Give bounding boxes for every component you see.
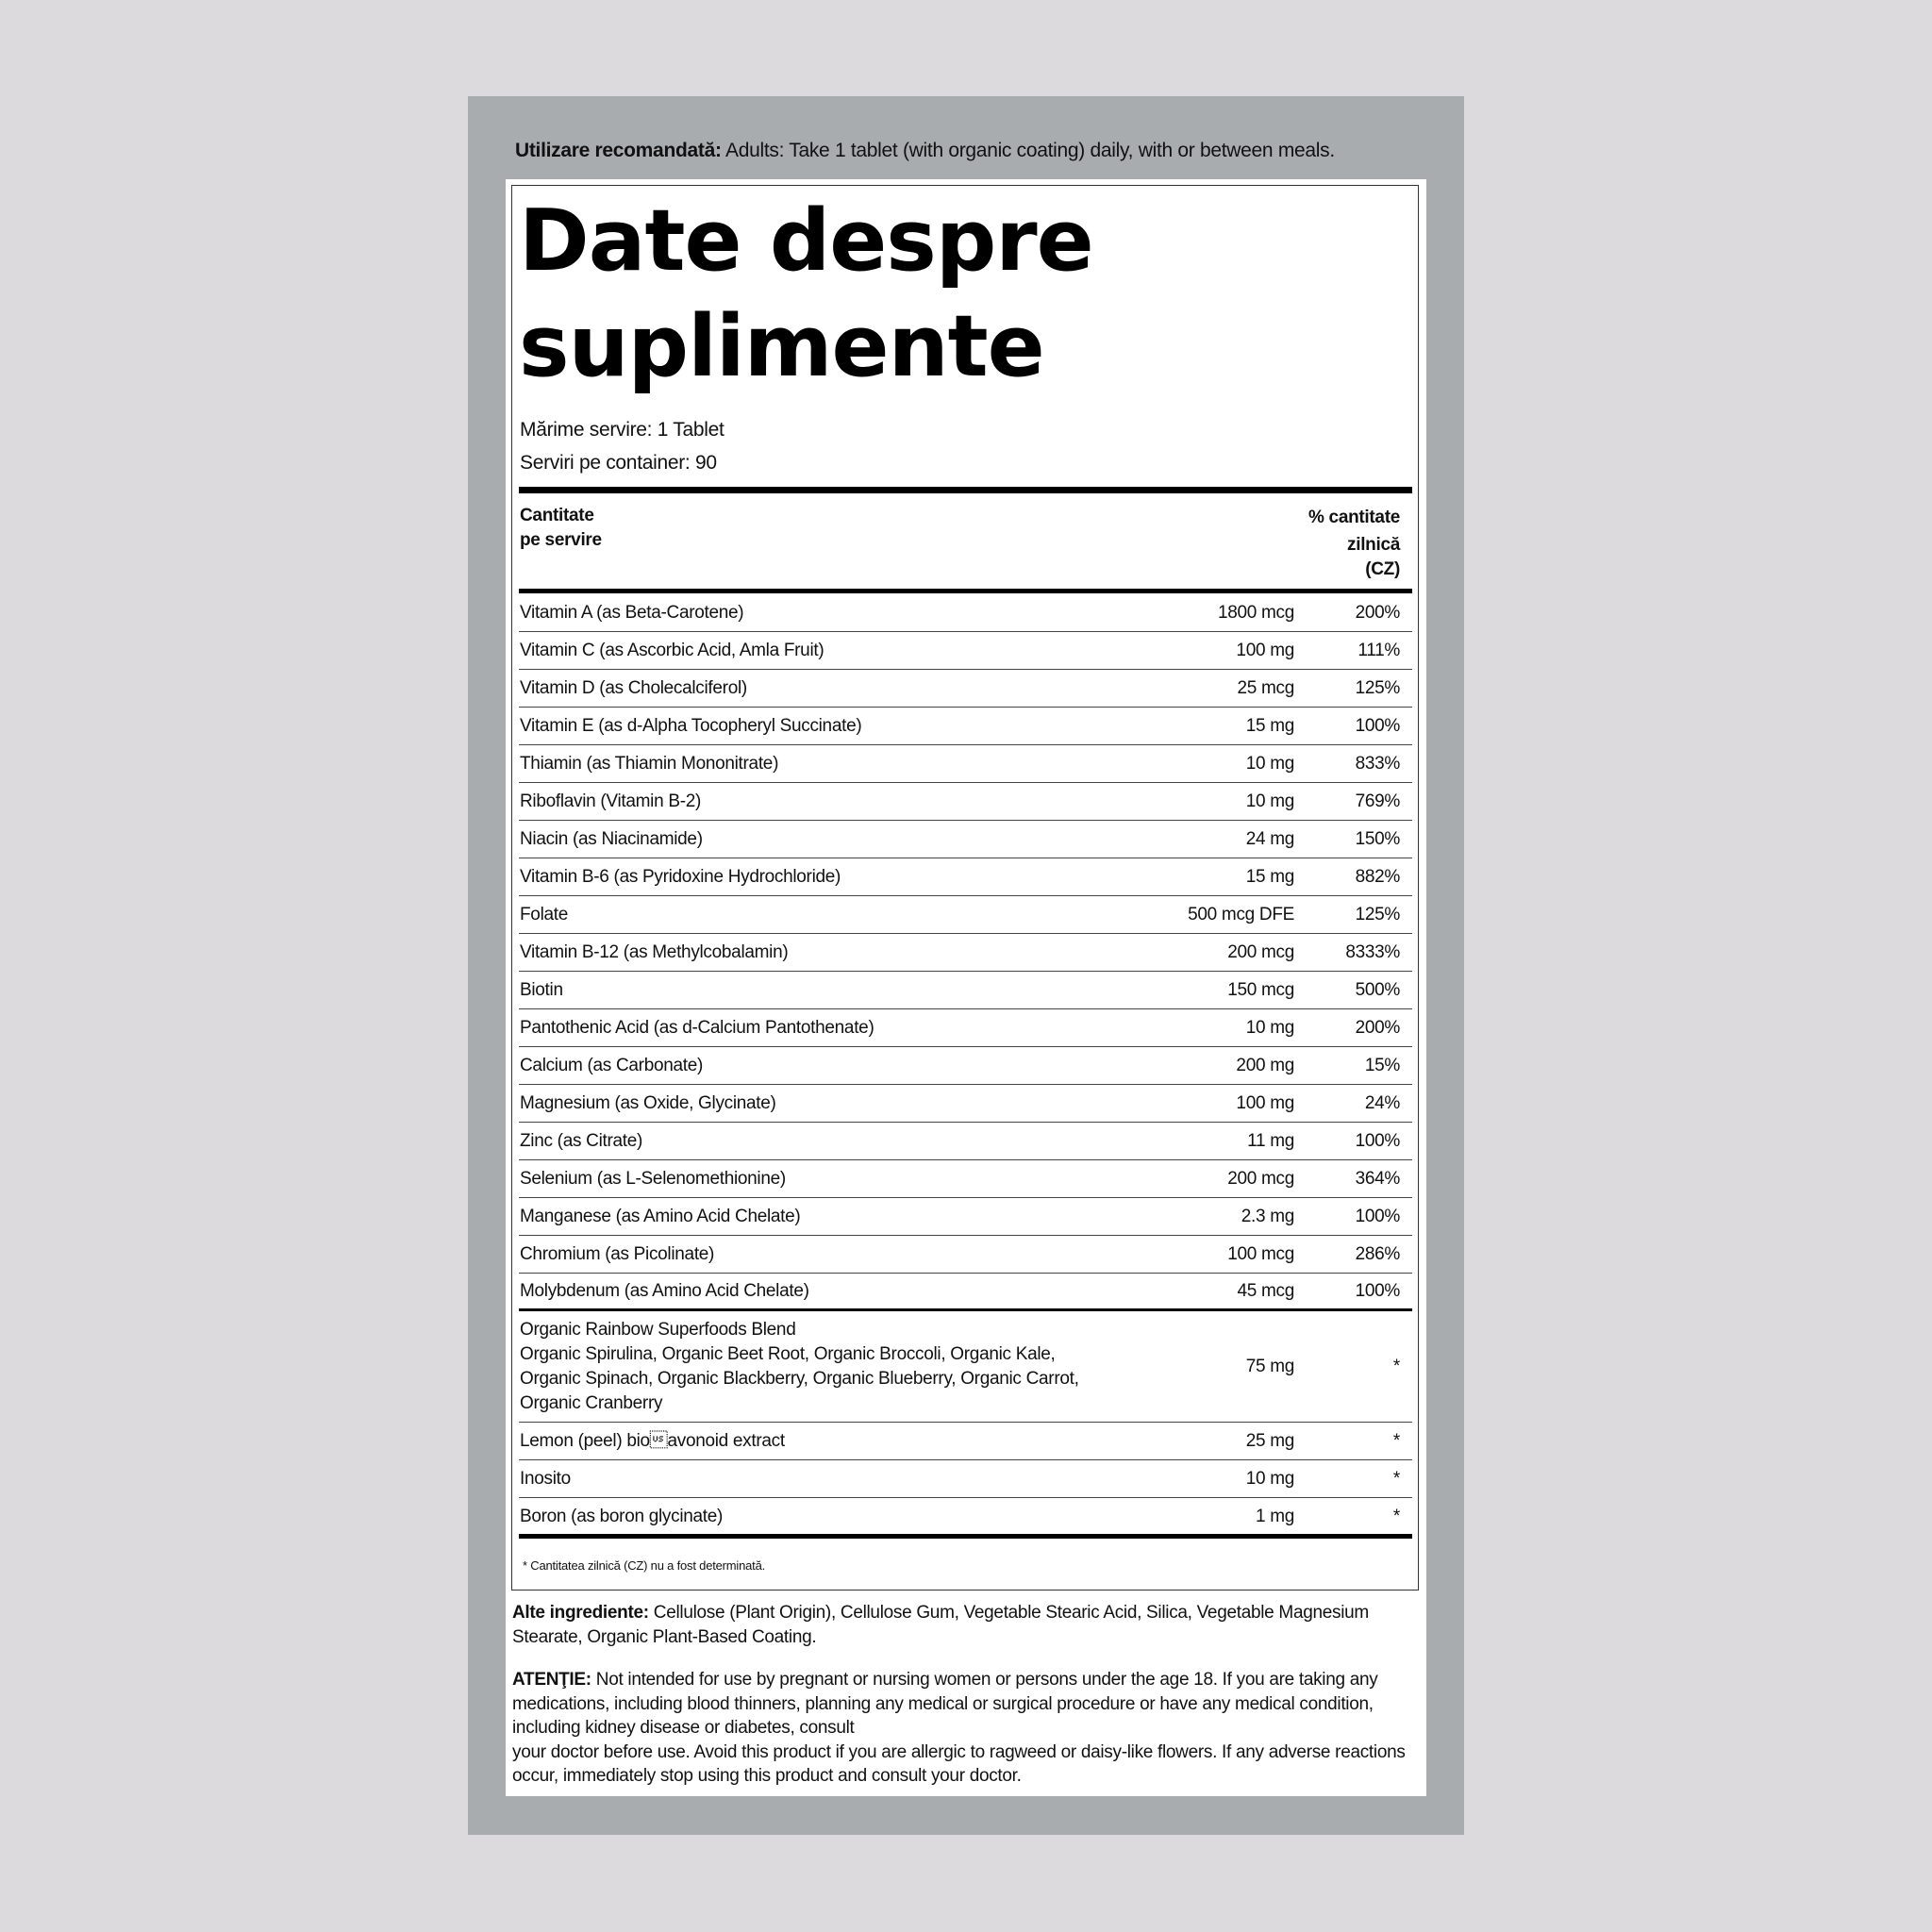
nutrient-name: Niacin (as Niacinamide) bbox=[520, 828, 703, 849]
nutrient-daily-value: 125% bbox=[1355, 904, 1400, 924]
nutrient-name: Selenium (as L-Selenomethionine) bbox=[520, 1168, 786, 1189]
nutrient-name: Calcium (as Carbonate) bbox=[520, 1055, 704, 1075]
table-row bbox=[519, 1123, 1412, 1160]
header-divider-bottom bbox=[519, 589, 1412, 593]
nutrient-amount: 24 mg bbox=[1245, 828, 1294, 849]
nutrient-daily-value: * bbox=[1392, 1430, 1400, 1451]
nutrient-amount: 1 mg bbox=[1255, 1507, 1294, 1526]
nutrient-amount: 100 mg bbox=[1236, 640, 1294, 660]
nutrient-daily-value: 200% bbox=[1355, 1017, 1400, 1038]
nutrient-name: Biotin bbox=[520, 979, 563, 1000]
table-row bbox=[519, 632, 1412, 670]
nutrient-name: Vitamin B-6 (as Pyridoxine Hydrochloride) bbox=[520, 866, 841, 887]
supplement-facts-title bbox=[519, 189, 1368, 400]
nutrient-amount: 200 mg bbox=[1236, 1055, 1294, 1075]
nutrient-daily-value: 769% bbox=[1355, 791, 1400, 811]
nutrient-daily-value: 833% bbox=[1355, 753, 1400, 774]
amount-header-line-1: Cantitate bbox=[520, 506, 594, 525]
nutrient-amount: 25 mg bbox=[1245, 1430, 1294, 1451]
nutrient-daily-value: 150% bbox=[1355, 828, 1400, 849]
nutrient-name: Boron (as boron glycinate) bbox=[520, 1507, 724, 1526]
nutrient-daily-value: 200% bbox=[1355, 602, 1400, 623]
nutrient-amount: 1800 mcg bbox=[1217, 602, 1294, 623]
daily-value-header bbox=[1255, 504, 1400, 583]
nutrient-amount: 15 mg bbox=[1245, 715, 1294, 736]
nutrient-name: Pantothenic Acid (as d-Calcium Pantothenate) bbox=[520, 1017, 874, 1038]
table-row bbox=[519, 896, 1412, 934]
nutrient-amount: 2.3 mg bbox=[1241, 1206, 1294, 1226]
nutrient-amount: 45 mcg bbox=[1237, 1280, 1294, 1301]
nutrient-name: Vitamin B-12 (as Methylcobalamin) bbox=[520, 941, 789, 962]
nutrient-amount: 10 mg bbox=[1245, 791, 1294, 811]
table-row bbox=[519, 1160, 1412, 1198]
nutrient-amount: 11 mg bbox=[1247, 1130, 1294, 1151]
header-divider-top bbox=[519, 487, 1412, 493]
other-ingredients-label: Alte ingrediente: bbox=[512, 1603, 649, 1623]
nutrient-amount: 100 mg bbox=[1236, 1092, 1294, 1113]
nutrient-name: Organic Rainbow Superfoods Blend Organic Spirulina, Organic Beet Root, Organic Broccoli, Organic Kale, Organic Spinach, Organic Blackberry, Organic Blueberry, Organic Carrot, Organic Cranberry bbox=[520, 1319, 1079, 1413]
nutrient-daily-value: 125% bbox=[1355, 677, 1400, 698]
dv-header-line-3: (CZ) bbox=[1365, 559, 1400, 579]
nutrient-amount: 10 mg bbox=[1245, 1468, 1294, 1489]
table-row bbox=[519, 821, 1412, 858]
recommended-use bbox=[515, 138, 1458, 164]
nutrient-daily-value: 364% bbox=[1355, 1168, 1400, 1189]
nutrient-name: Magnesium (as Oxide, Glycinate) bbox=[520, 1092, 776, 1113]
nutrient-amount: 200 mcg bbox=[1227, 941, 1294, 962]
other-ingredients-text: Cellulose (Plant Origin), Cellulose Gum, Vegetable Stearic Acid, Silica, Vegetable Magnesium Stearate, Organic Plant-Based Coating. bbox=[512, 1603, 1369, 1647]
nutrient-name: Zinc (as Citrate) bbox=[520, 1130, 643, 1151]
title-line-2: suplimente bbox=[519, 297, 1044, 396]
nutrient-name: Molybdenum (as Amino Acid Chelate) bbox=[520, 1280, 809, 1301]
table-row bbox=[519, 1085, 1412, 1123]
dv-header-line-2: zilnică bbox=[1347, 535, 1400, 555]
table-row bbox=[519, 1009, 1412, 1047]
nutrient-daily-value: 24% bbox=[1364, 1092, 1400, 1113]
recommended-use-label: Utilizare recomandată: bbox=[515, 140, 722, 161]
table-row bbox=[519, 1460, 1412, 1498]
nutrient-name: Vitamin C (as Ascorbic Acid, Amla Fruit) bbox=[520, 640, 824, 660]
nutrient-amount: 15 mg bbox=[1245, 866, 1294, 887]
nutrient-daily-value: 882% bbox=[1355, 866, 1400, 887]
table-row bbox=[519, 972, 1412, 1009]
nutrient-amount: 150 mcg bbox=[1227, 979, 1294, 1000]
nutrient-daily-value: 500% bbox=[1355, 979, 1400, 1000]
warning-paragraph-2: your doctor before use. Avoid this product if you are allergic to ragweed or daisy-like flowers. If any adverse reactions occur, immediately stop using this product and consult your doctor. bbox=[512, 1741, 1406, 1786]
table-bottom-divider bbox=[519, 1534, 1412, 1539]
nutrient-name: Thiamin (as Thiamin Mononitrate) bbox=[520, 753, 779, 774]
warning-paragraph-1 bbox=[512, 1668, 1418, 1740]
table-row bbox=[519, 594, 1412, 632]
table-row bbox=[519, 934, 1412, 972]
nutrient-amount: 75 mg bbox=[1245, 1356, 1294, 1376]
nutrient-amount: 10 mg bbox=[1245, 753, 1294, 774]
table-row bbox=[519, 708, 1412, 745]
nutrient-daily-value: 100% bbox=[1355, 1206, 1400, 1226]
nutrient-daily-value: * bbox=[1392, 1507, 1400, 1526]
nutrient-name: Lemon (peel) bio avonoid extract bbox=[520, 1430, 785, 1451]
nutrient-daily-value: 8333% bbox=[1345, 941, 1400, 962]
nutrient-daily-value: 286% bbox=[1355, 1243, 1400, 1264]
nutrient-name: Chromium (as Picolinate) bbox=[520, 1243, 715, 1264]
recommended-use-text: Adults: Take 1 tablet (with organic coating) daily, with or between meals. bbox=[721, 140, 1335, 161]
table-row bbox=[519, 670, 1412, 708]
nutrient-name: Inosito bbox=[520, 1468, 571, 1489]
table-row bbox=[519, 858, 1412, 896]
warning-label: ATENŢIE: bbox=[512, 1670, 591, 1690]
dv-header-line-1: % cantitate bbox=[1307, 508, 1400, 527]
nutrient-name: Folate bbox=[520, 904, 569, 924]
nutrient-table bbox=[519, 594, 1412, 1536]
nutrient-name: Vitamin A (as Beta-Carotene) bbox=[520, 602, 744, 623]
nutrient-name: Manganese (as Amino Acid Chelate) bbox=[520, 1206, 801, 1226]
table-row bbox=[519, 1311, 1412, 1423]
nutrient-daily-value: * bbox=[1392, 1468, 1400, 1489]
amount-per-serving-header bbox=[520, 504, 602, 553]
nutrient-amount: 200 mcg bbox=[1227, 1168, 1294, 1189]
nutrient-name: Riboflavin (Vitamin B-2) bbox=[520, 791, 702, 811]
nutrient-daily-value: 100% bbox=[1355, 715, 1400, 736]
amount-header-line-2: pe servire bbox=[520, 530, 602, 550]
table-row bbox=[519, 1236, 1412, 1274]
warning bbox=[512, 1668, 1418, 1789]
nutrient-daily-value: 100% bbox=[1355, 1130, 1400, 1151]
title-line-1: Date despre bbox=[519, 192, 1093, 291]
nutrient-name: Vitamin E (as d-Alpha Tocopheryl Succinate) bbox=[520, 715, 862, 736]
table-row bbox=[519, 1498, 1412, 1536]
nutrient-amount: 10 mg bbox=[1245, 1017, 1294, 1038]
nutrient-name: Vitamin D (as Cholecalciferol) bbox=[520, 677, 747, 698]
servings-per-container: Serviri pe container: 90 bbox=[520, 452, 717, 474]
other-ingredients bbox=[512, 1601, 1418, 1650]
table-row bbox=[519, 783, 1412, 821]
serving-size: Mărime servire: 1 Tablet bbox=[520, 419, 724, 441]
nutrient-daily-value: 100% bbox=[1355, 1280, 1400, 1301]
nutrient-amount: 25 mcg bbox=[1237, 677, 1294, 698]
warning-text-1: Not intended for use by pregnant or nursing women or persons under the age 18. If you are taking any medications, including blood thinners, planning any medical or surgical procedure or have any medical condition, including kidney disease or diabetes, consult bbox=[512, 1670, 1378, 1738]
table-row bbox=[519, 1198, 1412, 1236]
table-row bbox=[519, 1047, 1412, 1085]
nutrient-daily-value: 111% bbox=[1357, 640, 1400, 660]
nutrient-amount: 100 mcg bbox=[1227, 1243, 1294, 1264]
nutrient-amount: 500 mcg DFE bbox=[1188, 904, 1294, 924]
nutrient-daily-value: * bbox=[1392, 1356, 1400, 1376]
table-row bbox=[519, 1274, 1412, 1311]
table-row bbox=[519, 745, 1412, 783]
table-row bbox=[519, 1423, 1412, 1460]
nutrient-daily-value: 15% bbox=[1364, 1055, 1400, 1075]
daily-value-footnote: * Cantitatea zilnică (CZ) nu a fost determinată. bbox=[523, 1558, 766, 1573]
